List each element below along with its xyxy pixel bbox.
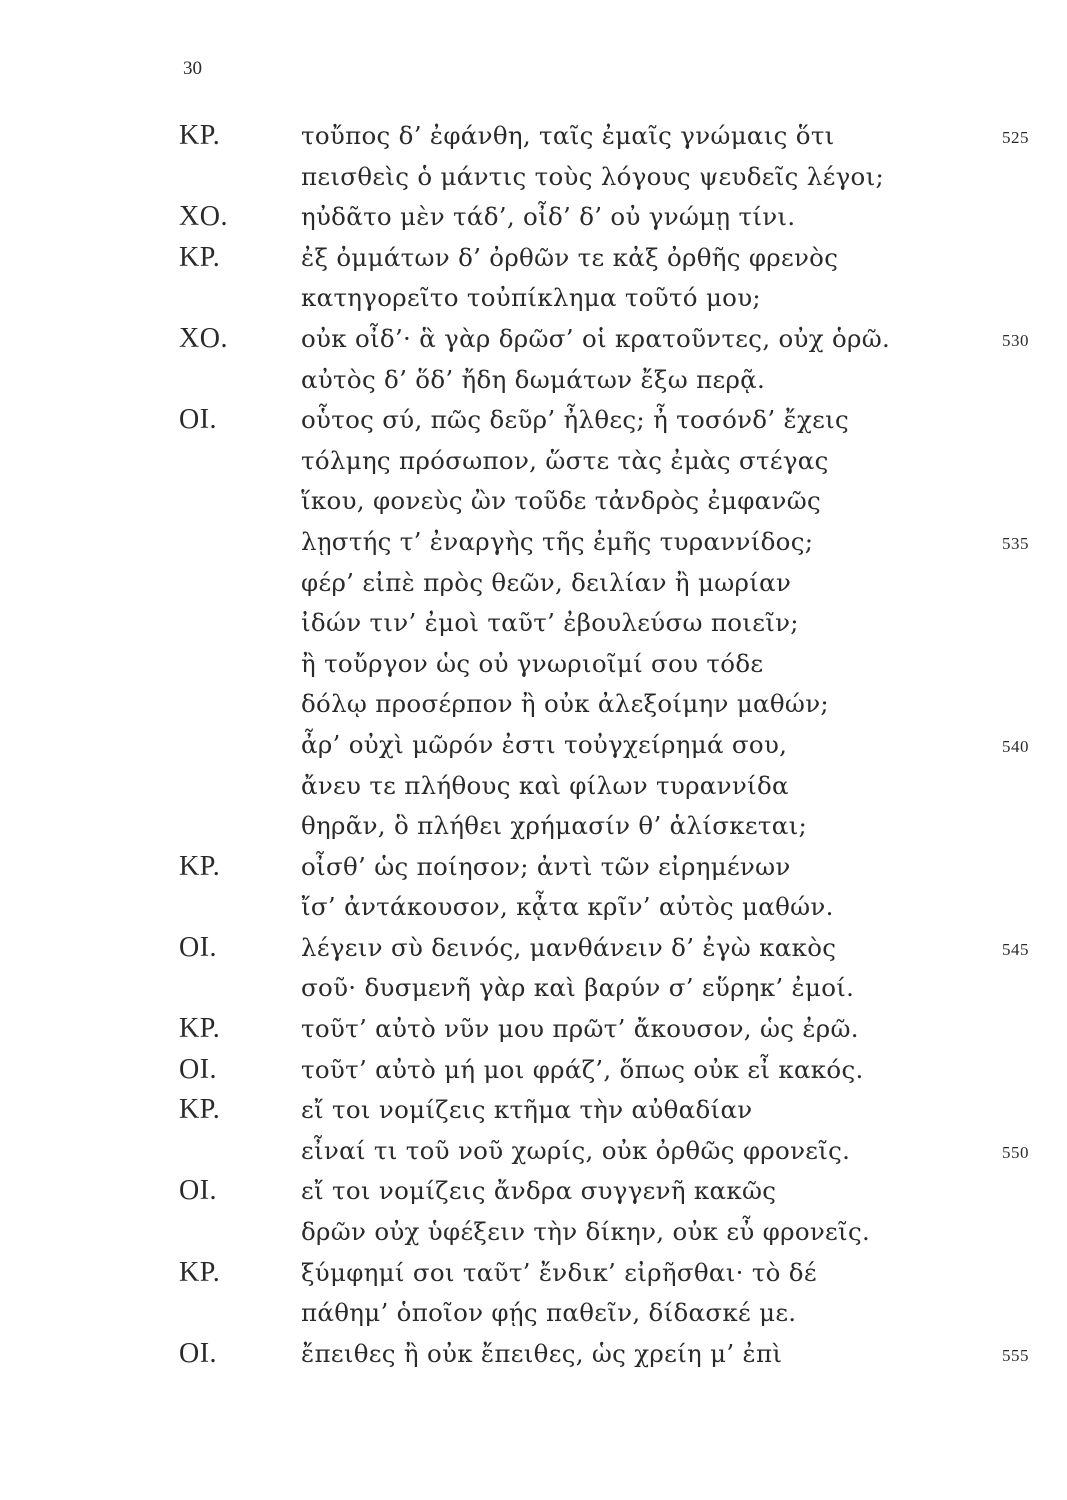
verse-line	[0, 1131, 1067, 1172]
line-number: 555	[1002, 1345, 1029, 1365]
speaker-label: ΧΟ.	[179, 201, 228, 233]
verse-block	[0, 116, 1067, 1374]
verse-text: τοῦτ’ αὐτὸ μή μοι φράζ’, ὅπως οὐκ εἶ κακός.	[301, 1054, 864, 1084]
verse-line	[0, 806, 1067, 847]
speaker-label: ΟΙ.	[179, 404, 218, 436]
verse-line	[0, 116, 1067, 157]
speaker-label: ΚΡ.	[179, 850, 221, 882]
speaker-label: ΚΡ.	[179, 1013, 221, 1045]
verse-line	[0, 684, 1067, 725]
verse-line	[0, 1212, 1067, 1253]
verse-text: οἶσθ’ ὡς ποίησον; ἀντὶ τῶν εἰρημένων	[301, 851, 791, 881]
verse-line	[0, 847, 1067, 888]
verse-line	[0, 1253, 1067, 1294]
verse-text: ἆρ’ οὐχὶ μῶρόν ἐστι τοὐγχείρημά σου,	[301, 729, 788, 759]
verse-text: πεισθεὶς ὁ μάντις τοὺς λόγους ψευδεῖς λέγοι;	[301, 161, 885, 191]
verse-text: ἄνευ τε πλήθους καὶ φίλων τυραννίδα	[301, 770, 789, 800]
verse-text: οὐκ οἶδ’· ἃ γὰρ δρῶσ’ οἱ κρατοῦντες, οὐχ ὁρῶ.	[301, 323, 891, 353]
verse-line	[0, 1090, 1067, 1131]
verse-text: ἴσ’ ἀντάκουσον, κᾆτα κρῖν’ αὐτὸς μαθών.	[301, 892, 834, 922]
verse-text: σοῦ· δυσμενῆ γὰρ καὶ βαρύν σ’ εὕρηκ’ ἐμοί.	[301, 973, 855, 1003]
speaker-label: ΚΡ.	[179, 241, 221, 273]
speaker-label: ΚΡ.	[179, 1094, 221, 1126]
verse-text: τοῦτ’ αὐτὸ νῦν μου πρῶτ’ ἄκουσον, ὡς ἐρῶ.	[301, 1014, 859, 1044]
verse-line	[0, 887, 1067, 928]
verse-line	[0, 481, 1067, 522]
verse-text: ἐξ ὀμμάτων δ’ ὀρθῶν τε κἀξ ὀρθῆς φρενὸς	[301, 242, 839, 272]
verse-line	[0, 1171, 1067, 1212]
speaker-label: ΟΙ.	[179, 931, 218, 963]
verse-text: τοὔπος δ’ ἐφάνθη, ταῖς ἐμαῖς γνώμαις ὅτι	[301, 121, 835, 150]
verse-line	[0, 278, 1067, 319]
speaker-label: ΟΙ.	[179, 1053, 218, 1085]
speaker-label: ΚΡ.	[179, 120, 221, 151]
verse-text: ἰδών τιν’ ἐμοὶ ταῦτ’ ἐβουλεύσω ποιεῖν;	[301, 608, 799, 638]
verse-line	[0, 603, 1067, 644]
verse-line	[0, 1334, 1067, 1375]
page-number: 30	[183, 58, 202, 79]
verse-line	[0, 319, 1067, 360]
verse-line	[0, 441, 1067, 482]
verse-text: αὐτὸς δ’ ὅδ’ ἤδη δωμάτων ἔξω περᾷ.	[301, 364, 766, 394]
verse-line	[0, 766, 1067, 807]
verse-text: εἴ τοι νομίζεις ἄνδρα συγγενῆ κακῶς	[301, 1176, 777, 1206]
verse-text: ἔπειθες ἢ οὐκ ἔπειθες, ὡς χρείη μ’ ἐπὶ	[301, 1338, 783, 1368]
speaker-label: ΟΙ.	[179, 1175, 218, 1207]
verse-text: πάθημ’ ὁποῖον φῄς παθεῖν, δίδασκέ με.	[301, 1298, 797, 1328]
verse-line	[0, 197, 1067, 238]
verse-text: ἢ τοὔργον ὡς οὐ γνωριοῖμί σου τόδε	[301, 648, 764, 678]
line-number: 545	[1002, 939, 1029, 959]
line-number: 540	[1002, 736, 1029, 756]
verse-text: φέρ’ εἰπὲ πρὸς θεῶν, δειλίαν ἢ μωρίαν	[301, 567, 792, 597]
verse-line	[0, 360, 1067, 401]
verse-text: εἴ τοι νομίζεις κτῆμα τὴν αὐθαδίαν	[301, 1095, 753, 1125]
verse-line	[0, 1009, 1067, 1050]
verse-text: εἶναί τι τοῦ νοῦ χωρίς, οὐκ ὀρθῶς φρονεῖς.	[301, 1135, 851, 1165]
line-number: 525	[1002, 128, 1029, 147]
verse-text: ξύμφημί σοι ταῦτ’ ἔνδικ’ εἰρῆσθαι· τὸ δέ	[301, 1257, 817, 1287]
verse-text: οὗτος σύ, πῶς δεῦρ’ ἦλθες; ἦ τοσόνδ’ ἔχεις	[301, 405, 850, 435]
verse-text: τόλμης πρόσωπον, ὥστε τὰς ἐμὰς στέγας	[301, 445, 829, 475]
verse-line	[0, 238, 1067, 279]
verse-text: δρῶν οὐχ ὑφέξειν τὴν δίκην, οὐκ εὖ φρονεῖς.	[301, 1217, 871, 1247]
verse-text: λέγειν σὺ δεινός, μανθάνειν δ’ ἐγὼ κακὸς	[301, 932, 837, 962]
speaker-label: ΧΟ.	[179, 322, 228, 354]
verse-line	[0, 157, 1067, 198]
line-number: 550	[1002, 1142, 1029, 1162]
verse-line	[0, 928, 1067, 969]
verse-text: ἵκου, φονεὺς ὢν τοῦδε τἀνδρὸς ἐμφανῶς	[301, 486, 821, 516]
line-number: 535	[1002, 533, 1029, 553]
verse-line	[0, 522, 1067, 563]
verse-text: κατηγορεῖτο τοὐπίκλημα τοῦτό μου;	[301, 283, 761, 313]
verse-line	[0, 968, 1067, 1009]
verse-line	[0, 1293, 1067, 1334]
verse-line	[0, 563, 1067, 604]
verse-text: θηρᾶν, ὃ πλήθει χρήμασίν θ’ ἁλίσκεται;	[301, 811, 808, 841]
verse-line	[0, 400, 1067, 441]
verse-text: δόλῳ προσέρπον ἢ οὐκ ἀλεξοίμην μαθών;	[301, 689, 829, 719]
speaker-label: ΟΙ.	[179, 1337, 218, 1369]
verse-text: ηὐδᾶτο μὲν τάδ’, οἶδ’ δ’ οὐ γνώμῃ τίνι.	[301, 202, 796, 232]
verse-line	[0, 1050, 1067, 1091]
verse-line	[0, 644, 1067, 685]
line-number: 530	[1002, 330, 1029, 350]
verse-line	[0, 725, 1067, 766]
speaker-label: ΚΡ.	[179, 1256, 221, 1288]
verse-text: λῃστής τ’ ἐναργὴς τῆς ἐμῆς τυραννίδος;	[301, 526, 814, 556]
